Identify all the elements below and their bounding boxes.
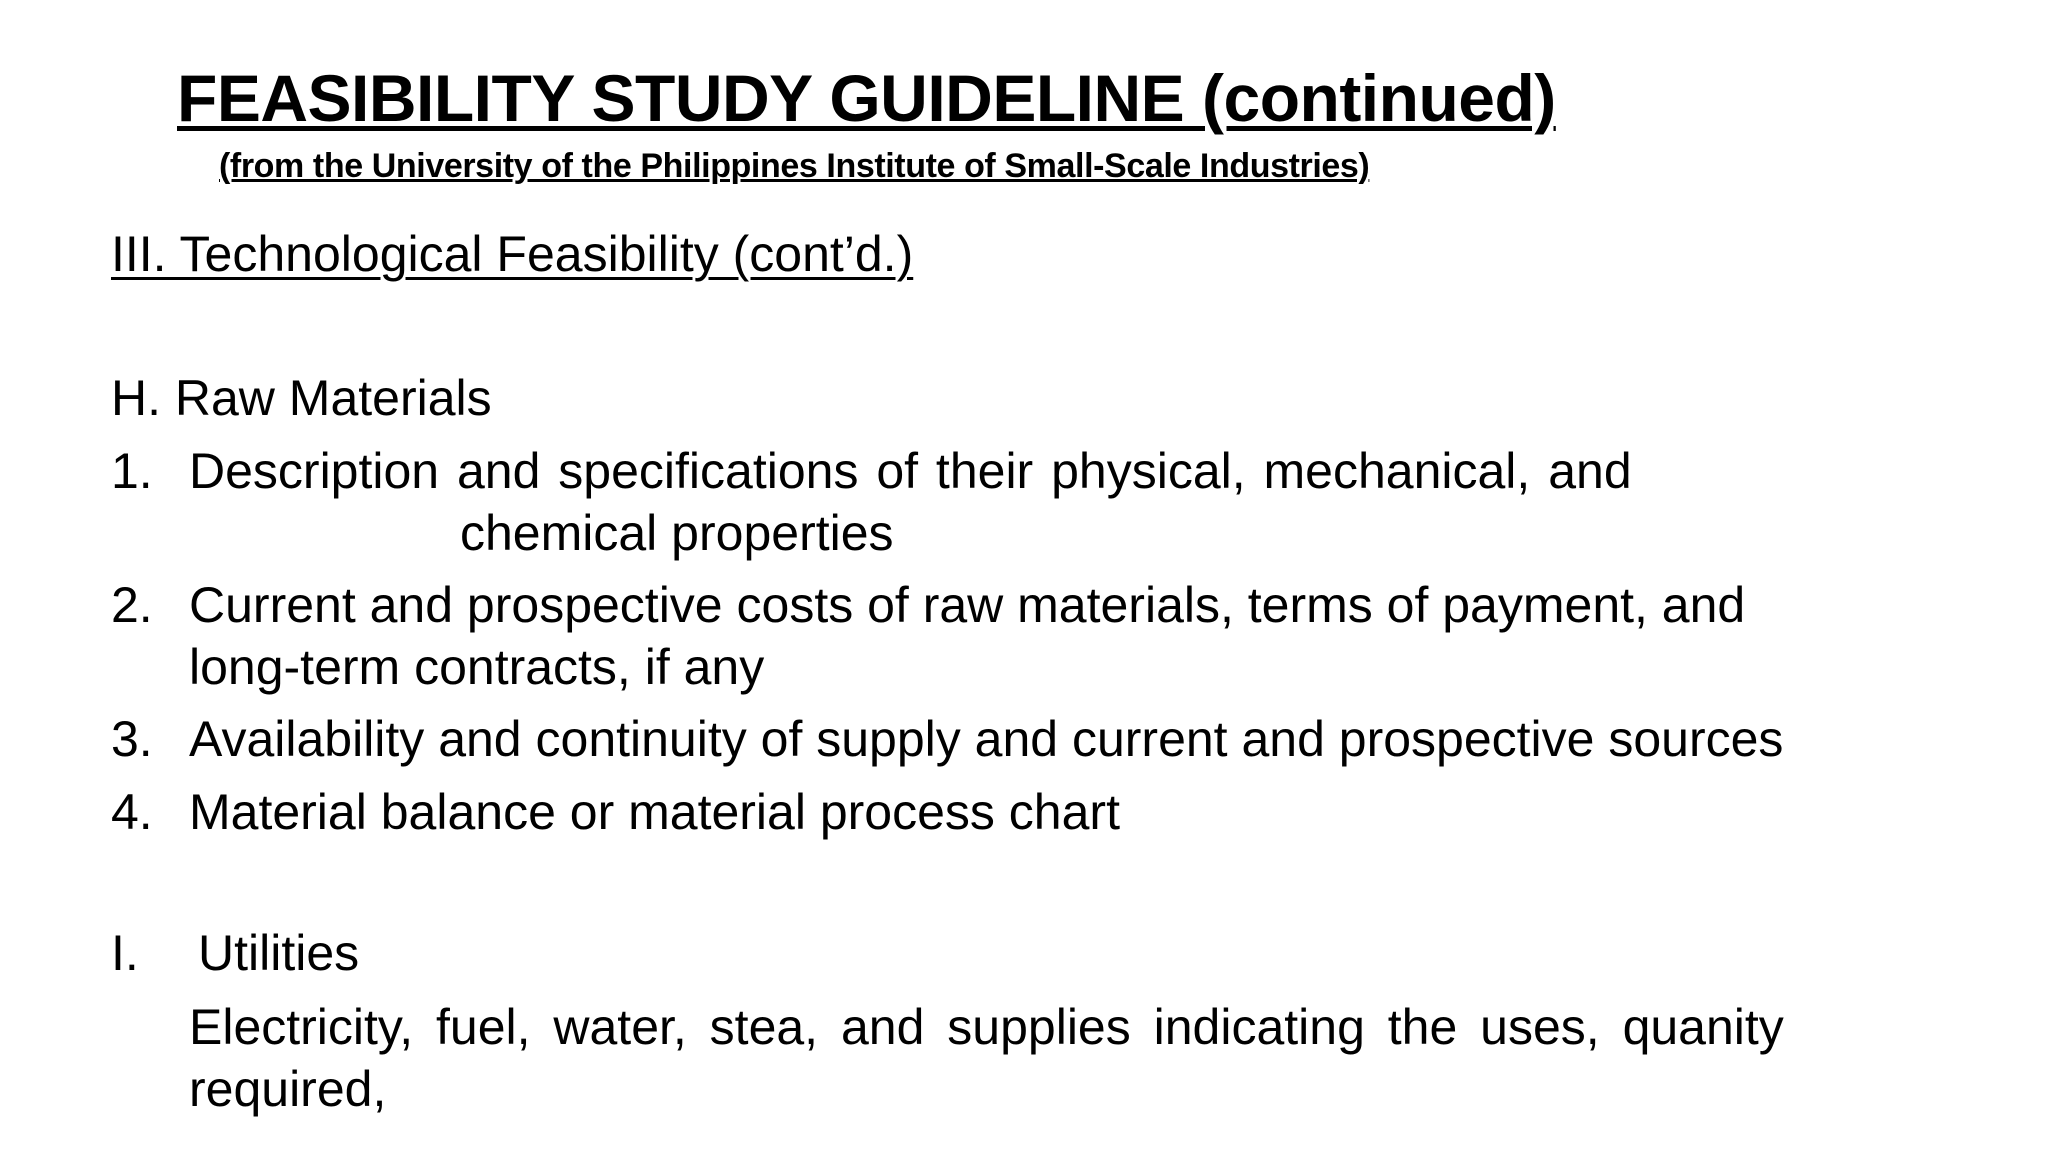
slide-title: FEASIBILITY STUDY GUIDELINE (continued) [177, 61, 1556, 135]
section-heading: III. Technological Feasibility (cont’d.) [111, 226, 914, 282]
list-item-text: Availability and continuity of supply and current and prospective sources [189, 711, 1784, 767]
utilities-text: Electricity, fuel, water, stea, and supplies indicating the uses, quanity [189, 999, 1784, 1055]
list-item-number: 4. [111, 784, 153, 840]
list-item-text: Current and prospective costs of raw materials, terms of payment, and [189, 577, 1746, 633]
list-item-number: 2. [111, 577, 153, 633]
utilities-heading: Utilities [198, 925, 360, 981]
raw-materials-heading: H. Raw Materials [111, 370, 492, 426]
list-item-continuation: chemical properties [460, 505, 894, 561]
slide-subtitle: (from the University of the Philippines Institute of Small-Scale Industries) [219, 147, 1370, 185]
list-item-text: Material balance or material process chart [189, 784, 1120, 840]
utilities-text-continuation: required, [189, 1061, 387, 1117]
list-item-number: 3. [111, 711, 153, 767]
list-item-number: 1. [111, 443, 153, 499]
list-item-continuation: long-term contracts, if any [189, 639, 765, 695]
list-item-text: Description and specifications of their physical, mechanical, and [189, 443, 1632, 499]
utilities-number: I. [111, 925, 139, 981]
